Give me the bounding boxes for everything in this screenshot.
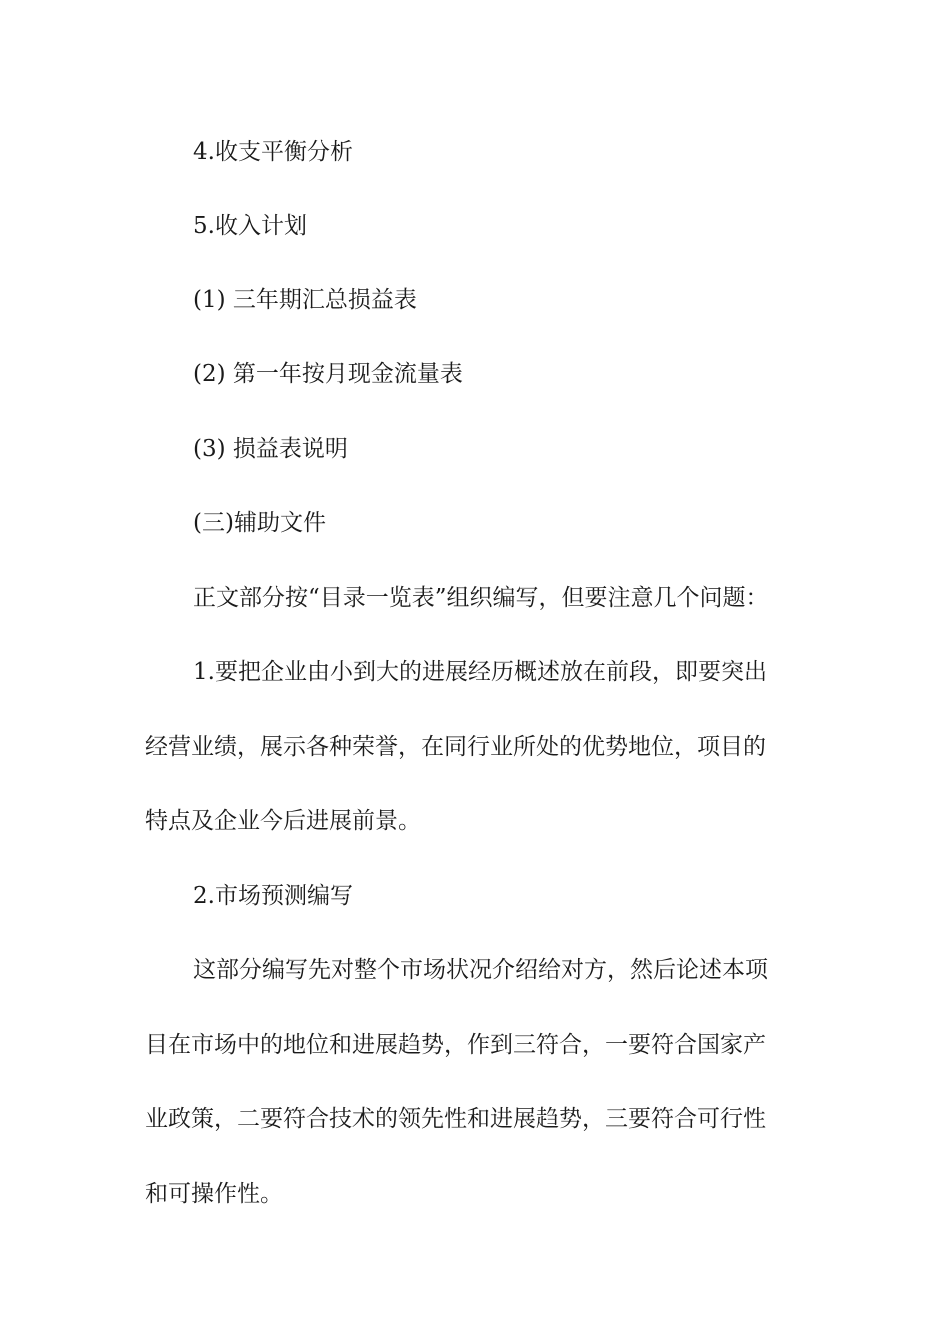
- paragraph-text: 这部分编写先对整个市场状况介绍给对方，然后论述本项: [193, 957, 768, 983]
- paragraph-text: 特点及企业今后进展前景。: [145, 808, 421, 834]
- paragraph-text: 目在市场中的地位和进展趋势，作到三符合，一要符合国家产: [145, 1032, 766, 1058]
- paragraph-text: 和可操作性。: [145, 1181, 283, 1207]
- list-item-income-plan: 5.收入计划: [193, 213, 307, 239]
- list-item-market-forecast: 2.市场预测编写: [193, 883, 353, 909]
- paragraph-text: 业政策，二要符合技术的领先性和进展趋势，三要符合可行性: [145, 1106, 766, 1132]
- sub-item-monthly-cash-flow: (2) 第一年按月现金流量表: [193, 361, 463, 387]
- section-heading-supporting-documents: (三)辅助文件: [193, 510, 326, 536]
- sub-item-profit-loss-notes: (3) 损益表说明: [193, 436, 348, 462]
- sub-item-profit-loss-summary: (1) 三年期汇总损益表: [193, 287, 417, 313]
- paragraph-text: 1.要把企业由小到大的进展经历概述放在前段，即要突出: [193, 659, 767, 685]
- list-item-income-balance-analysis: 4.收支平衡分析: [193, 139, 353, 165]
- paragraph-text: 经营业绩，展示各种荣誉，在同行业所处的优势地位，项目的: [145, 734, 766, 760]
- paragraph-text: 正文部分按“目录一览表”组织编写，但要注意几个问题：: [193, 585, 769, 611]
